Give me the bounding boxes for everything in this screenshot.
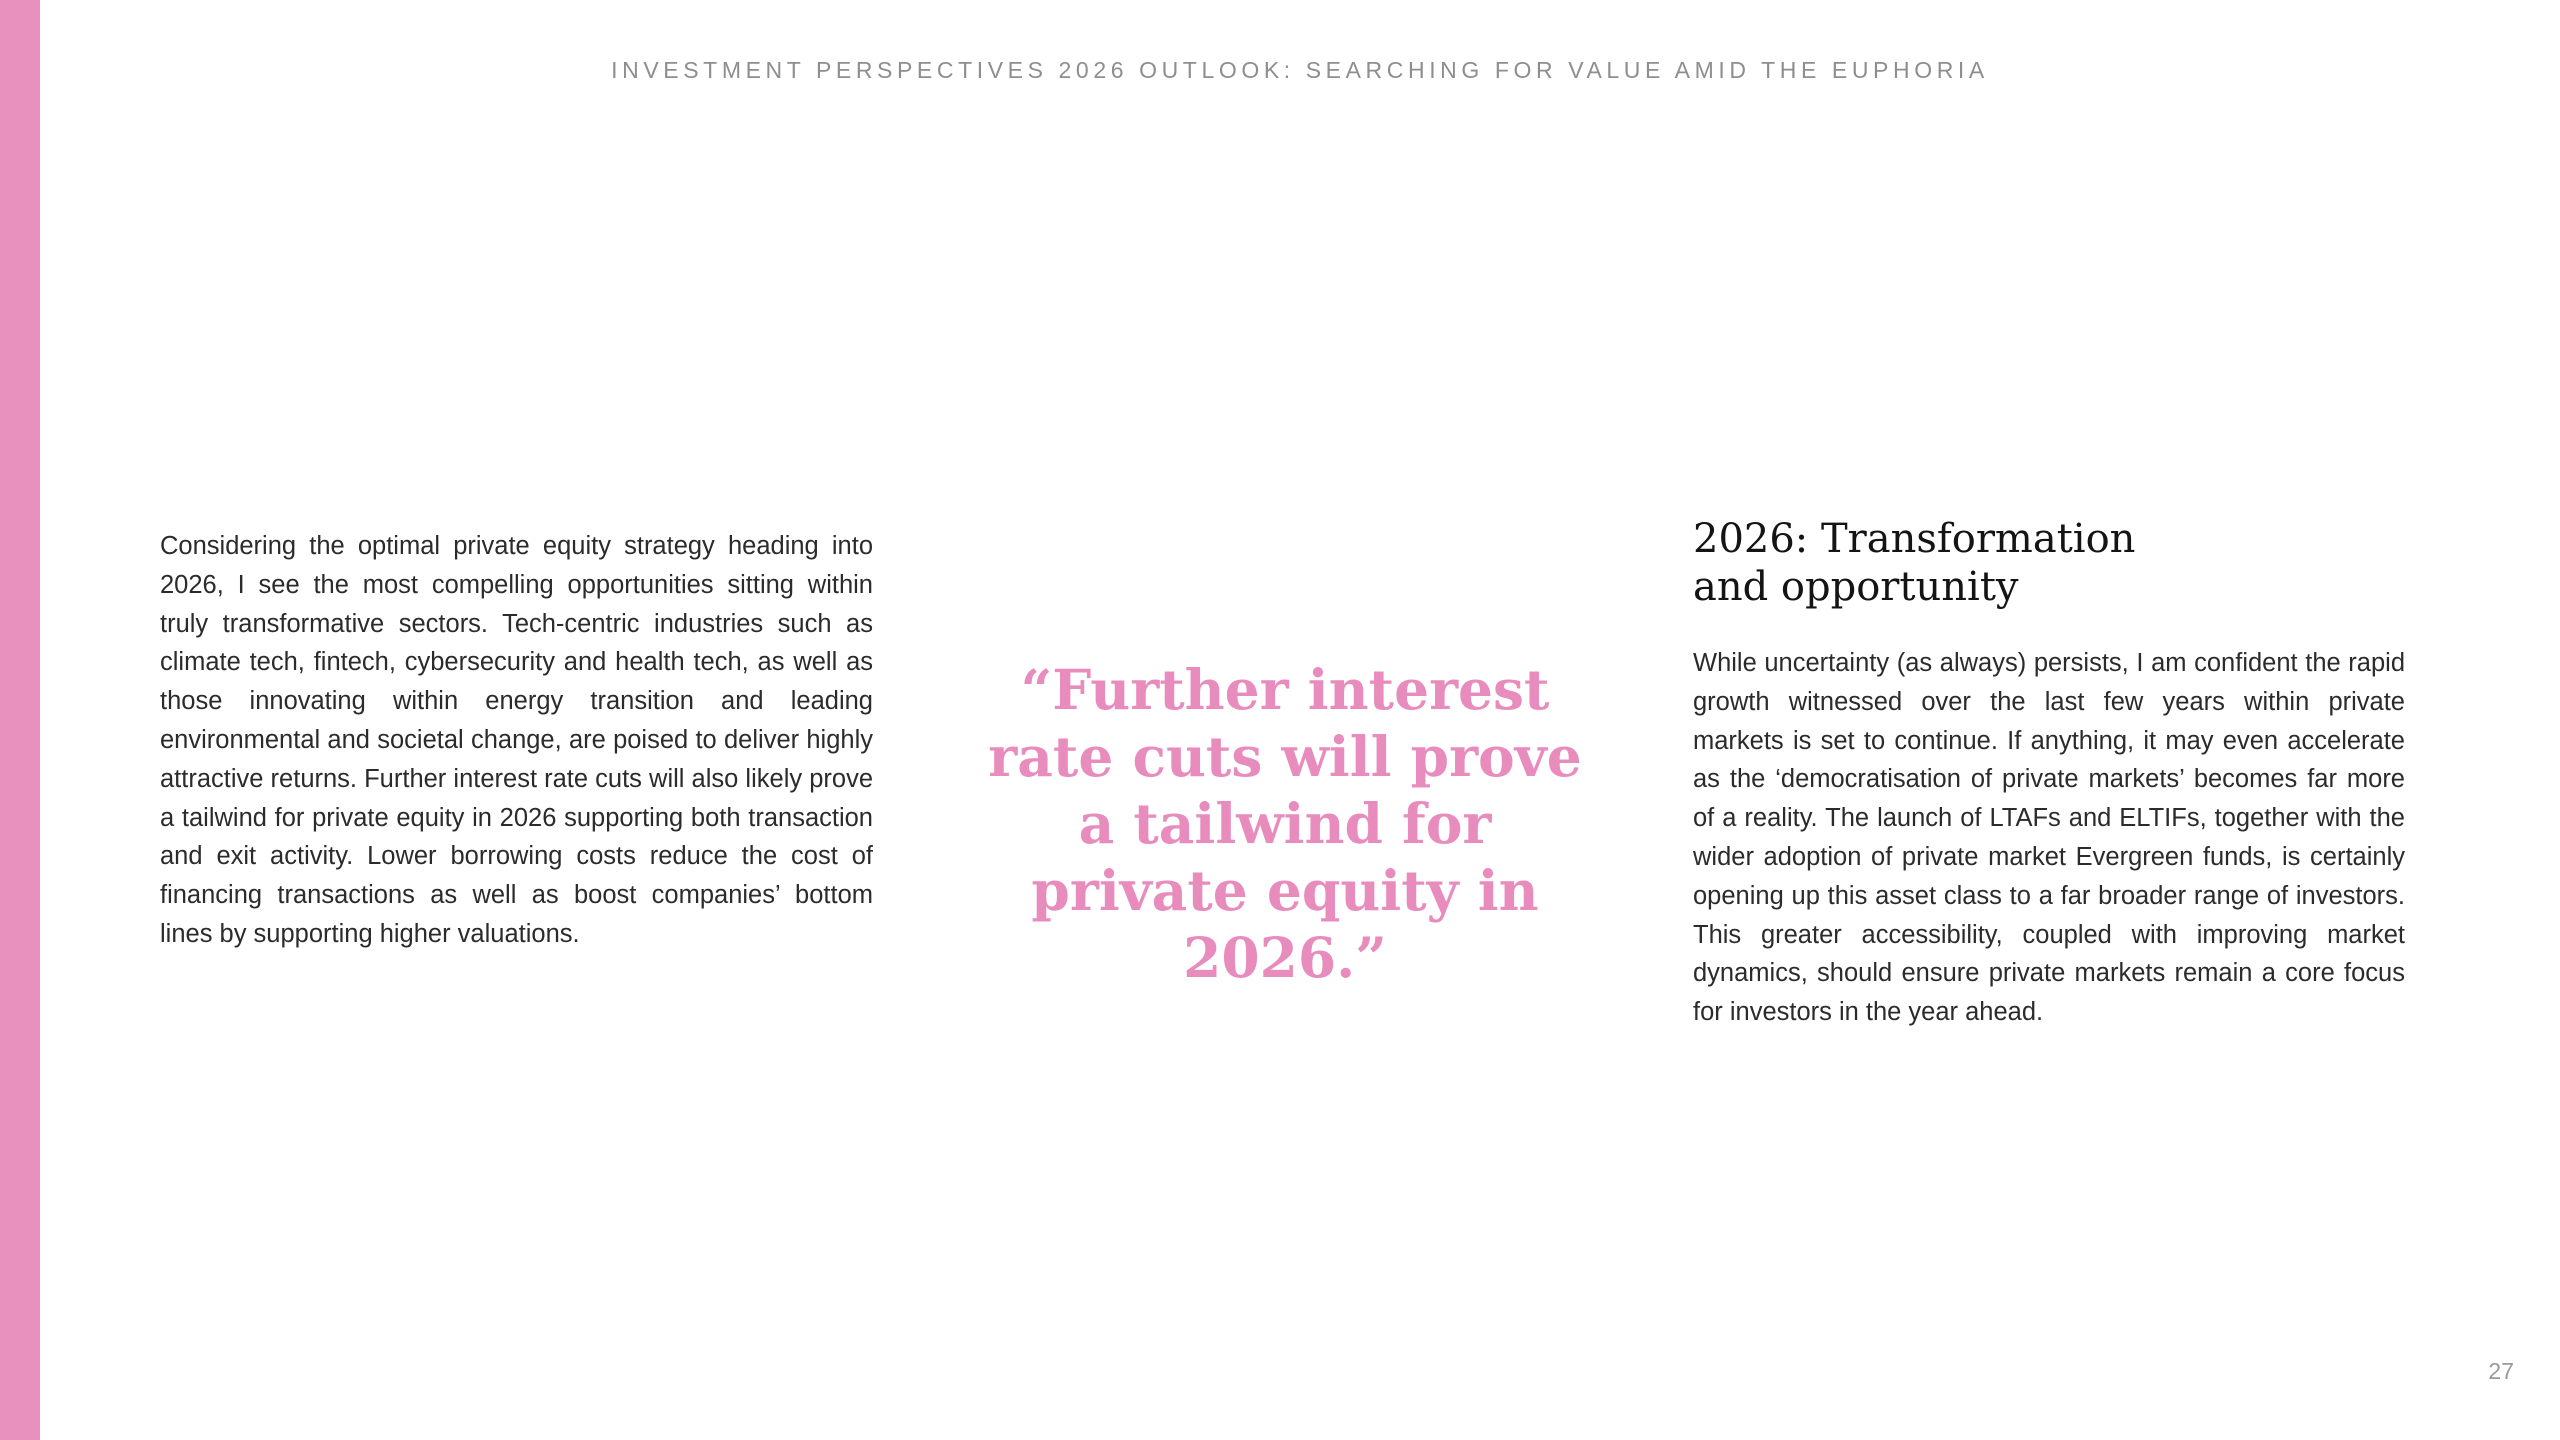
pull-quote: “Further interest rate cuts will prove a tailwind for private equity in 2026.” <box>988 657 1582 990</box>
section-heading-line-2: and opportunity <box>1693 564 2019 610</box>
section-heading <box>1693 515 2253 611</box>
left-body-paragraph: Considering the optimal private equity strategy heading into 2026, I see the most compelling opportunities sitting within truly transformative sectors. Tech-centric industries such as climate tech, fintech, cybersecurity and health tech, as well as those innovating within energy transition and leading environmental and societal change, are poised to deliver highly attractive returns. Further interest rate cuts will also likely prove a tailwind for private equity in 2026 supporting both transaction and exit activity. Lower borrowing costs reduce the cost of financing transactions as well as boost companies’ bottom lines by supporting higher valuations. <box>160 532 873 948</box>
accent-side-bar <box>0 0 40 1440</box>
running-header: INVESTMENT PERSPECTIVES 2026 OUTLOOK: SEARCHING FOR VALUE AMID THE EUPHORIA <box>611 57 1989 83</box>
right-body-paragraph: While uncertainty (as always) persists, I am confident the rapid growth witnessed over the last few years within private markets is set to continue. If anything, it may even accelerate as the ‘democratisation of private markets’ becomes far more of a reality. The launch of LTAFs and ELTIFs, together with the wider adoption of private market Evergreen funds, is certainly opening up this asset class to a far broader range of investors. This greater accessibility, coupled with improving market dynamics, should ensure private markets remain a core focus for investors in the year ahead. <box>1693 649 2405 1027</box>
page-number: 27 <box>2488 1358 2514 1384</box>
section-heading-line-1: 2026: Transformation <box>1693 516 2136 562</box>
